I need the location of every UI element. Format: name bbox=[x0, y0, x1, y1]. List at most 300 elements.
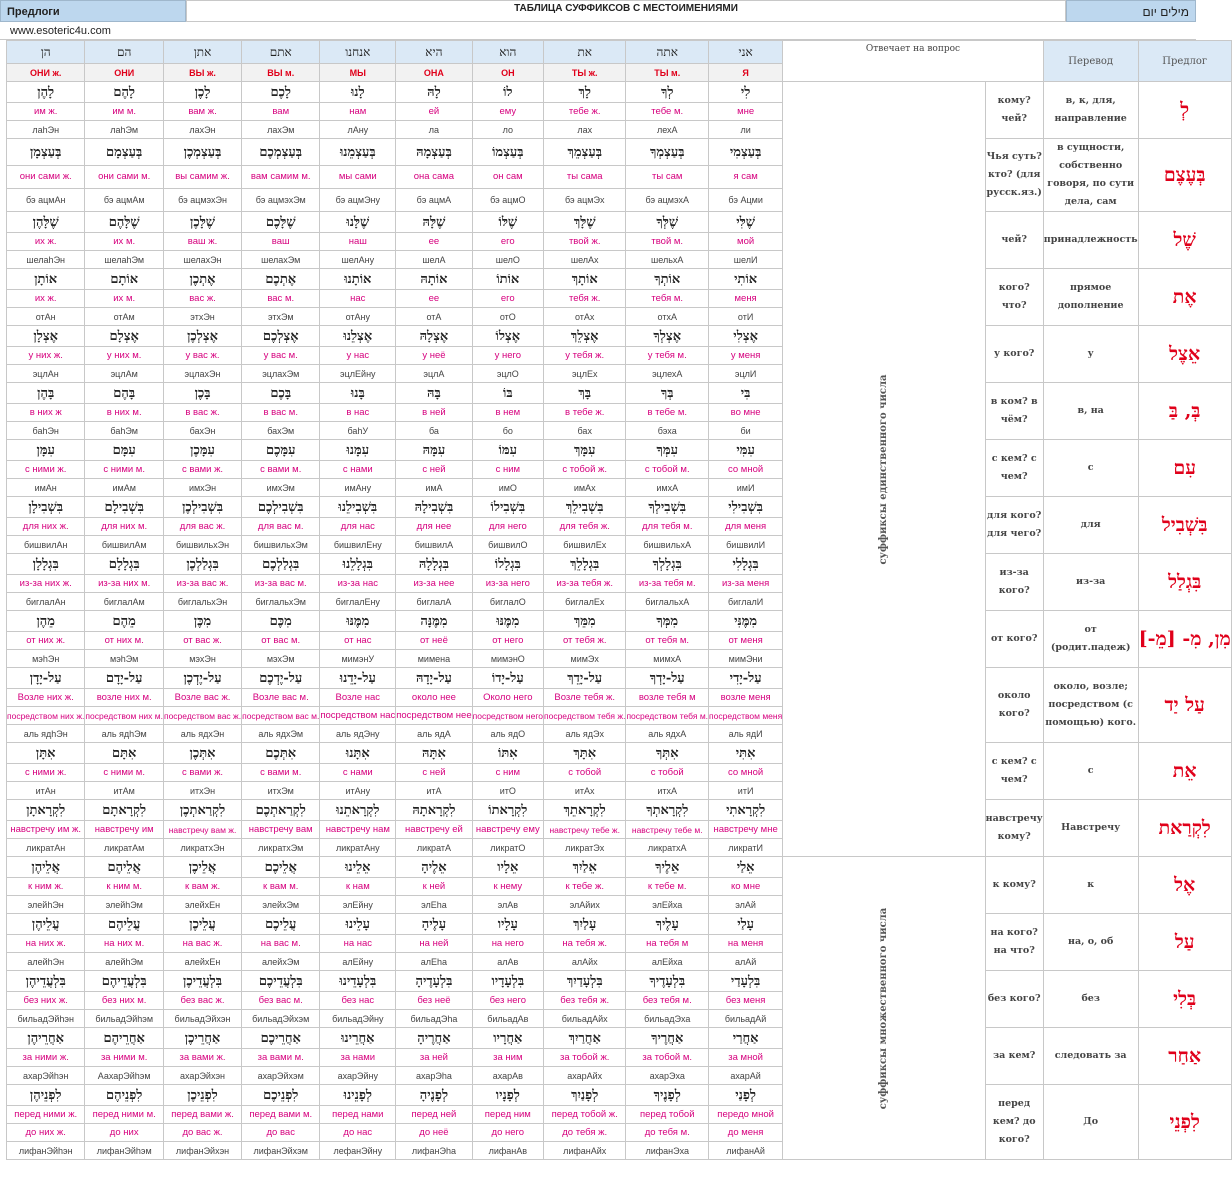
group-hebrew-row bbox=[7, 269, 1232, 290]
question-cell: чей? bbox=[985, 212, 1043, 269]
suffix-form: לְפָנָיו bbox=[472, 1085, 543, 1106]
suffix-translation: в тебе ж. bbox=[544, 404, 626, 422]
suffix-form: לְפָנֶיךָ bbox=[626, 1085, 709, 1106]
translation-cell: в сущности, собственно говоря, по сути дела, сам bbox=[1043, 139, 1138, 212]
suffix-phonetic: мимЭх bbox=[544, 650, 626, 668]
translation-cell: следовать за bbox=[1043, 1028, 1138, 1085]
suffix-phonetic: ла bbox=[396, 121, 472, 139]
suffix-phonetic: ло bbox=[472, 121, 543, 139]
suffix-phonetic: бильадЭйhэн bbox=[7, 1010, 85, 1028]
preposition-cell: לִפְנֵי bbox=[1138, 1085, 1231, 1160]
translation-cell: на, о, об bbox=[1043, 914, 1138, 971]
suffix-translation: с ними м. bbox=[85, 461, 164, 479]
suffix-form: לְפָנַי bbox=[709, 1085, 783, 1106]
suffix-phonetic: лифанАй bbox=[709, 1142, 783, 1160]
suffix-form: עִמָּהּ bbox=[396, 440, 472, 461]
suffix-phonetic: имАм bbox=[85, 479, 164, 497]
suffix-form: אִתִּי bbox=[709, 743, 783, 764]
suffix-translation: перед вами ж. bbox=[163, 1106, 241, 1124]
suffix-phonetic: элАв bbox=[472, 896, 543, 914]
suffix-translation-2: посредством них м. bbox=[85, 707, 164, 725]
suffix-translation: со мной bbox=[709, 461, 783, 479]
suffix-phonetic: биглалО bbox=[472, 593, 543, 611]
suffix-phonetic: итАну bbox=[320, 782, 396, 800]
suffix-phonetic: бэ ацмАм bbox=[85, 188, 164, 211]
translation-cell: в, на bbox=[1043, 383, 1138, 440]
preposition-cell: בִּשְׁבִיל bbox=[1138, 497, 1231, 554]
suffix-translation: к вам ж. bbox=[163, 878, 241, 896]
suffix-form: בִּשְׁבִילֵךְ bbox=[544, 497, 626, 518]
suffix-translation: перед ней bbox=[396, 1106, 472, 1124]
suffix-phonetic: бахЭн bbox=[163, 422, 241, 440]
suffix-translation-2: посредством вас м. bbox=[242, 707, 320, 725]
suffix-form: בְּעַצְמְכֶם bbox=[242, 139, 320, 166]
suffix-translation: у неё bbox=[396, 347, 472, 365]
suffix-translation: Возле них ж. bbox=[7, 689, 85, 707]
group-hebrew-row bbox=[7, 440, 1232, 461]
translation-cell: от (родит.падеж) bbox=[1043, 611, 1138, 668]
top-right-label: מילים יום bbox=[1066, 0, 1196, 22]
suffix-form: לִקְרָאתֵנוּ bbox=[320, 800, 396, 821]
suffix-phonetic: лефанЭйну bbox=[320, 1142, 396, 1160]
pronoun-russian: ТЫ м. bbox=[626, 64, 709, 82]
suffix-translation: с вами м. bbox=[242, 764, 320, 782]
suffix-phonetic: бильадЭйhэм bbox=[85, 1010, 164, 1028]
suffix-phonetic: аль ядхЭм bbox=[242, 725, 320, 743]
suffix-form: בָּךְ bbox=[544, 383, 626, 404]
suffix-translation: без него bbox=[472, 992, 543, 1010]
suffix-translation-2: до нас bbox=[320, 1124, 396, 1142]
pronoun-russian: ОН bbox=[472, 64, 543, 82]
suffix-phonetic: алАйх bbox=[544, 953, 626, 971]
suffix-translation: с вами ж. bbox=[163, 764, 241, 782]
suffix-phonetic: итАн bbox=[7, 782, 85, 800]
suffix-translation: ей bbox=[396, 103, 472, 121]
suffix-phonetic: бахЭм bbox=[242, 422, 320, 440]
translation-cell: у bbox=[1043, 326, 1138, 383]
suffix-form: עַל-יָדָן bbox=[7, 668, 85, 689]
suffix-translation: с ними м. bbox=[85, 764, 164, 782]
question-cell: из-за кого? bbox=[985, 554, 1043, 611]
suffix-phonetic: элАйих bbox=[544, 896, 626, 914]
suffix-phonetic: ликратАн bbox=[7, 839, 85, 857]
suffix-phonetic: ликратхЭн bbox=[163, 839, 241, 857]
suffix-phonetic: аль ядхА bbox=[626, 725, 709, 743]
question-cell: Чья суть? кто? (для русск.яз.) bbox=[985, 139, 1043, 212]
group-hebrew-row pl bbox=[7, 1085, 1232, 1106]
suffix-form: מִמֶּנּוּ bbox=[320, 611, 396, 632]
suffix-phonetic: ли bbox=[709, 121, 783, 139]
suffix-form: שֶׁלּוֹ bbox=[472, 212, 543, 233]
suffix-translation: в ней bbox=[396, 404, 472, 422]
suffix-translation: в вас м. bbox=[242, 404, 320, 422]
suffix-translation: у меня bbox=[709, 347, 783, 365]
suffix-form: אֶצְלְךָ bbox=[626, 326, 709, 347]
suffix-form: אִתָּם bbox=[85, 743, 164, 764]
suffix-translation: к тебе м. bbox=[626, 878, 709, 896]
preposition-cell: עַל יַד bbox=[1138, 668, 1231, 743]
preposition-cell: אֶל bbox=[1138, 857, 1231, 914]
suffix-phonetic: эцлАн bbox=[7, 365, 85, 383]
suffix-form: עֲלֵיהֶן bbox=[7, 914, 85, 935]
suffix-form: עֲלֵיכֶם bbox=[242, 914, 320, 935]
suffix-translation: для нее bbox=[396, 518, 472, 536]
suffix-form: לְפָנֶיהָ bbox=[396, 1085, 472, 1106]
suffix-translation: в нем bbox=[472, 404, 543, 422]
suffix-translation: для него bbox=[472, 518, 543, 536]
suffix-form: אַחֲרֵיהֶם bbox=[85, 1028, 164, 1049]
suffix-translation: без них м. bbox=[85, 992, 164, 1010]
suffix-form: אִתְּךָ bbox=[626, 743, 709, 764]
suffix-phonetic: ахарЭйхэн bbox=[163, 1067, 241, 1085]
suffix-form: אַחֲרֵיכֶן bbox=[163, 1028, 241, 1049]
group-hebrew-row bbox=[7, 611, 1232, 632]
suffix-form: אֲלֵיכֶן bbox=[163, 857, 241, 878]
suffix-phonetic: шелаhЭн bbox=[7, 251, 85, 269]
suffix-form: אֶצְלָם bbox=[85, 326, 164, 347]
suffix-translation: у них ж. bbox=[7, 347, 85, 365]
suffix-phonetic: мэхЭм bbox=[242, 650, 320, 668]
suffix-phonetic: бэ ацмАн bbox=[7, 188, 85, 211]
suffix-translation: от них ж. bbox=[7, 632, 85, 650]
question-cell: к кому? bbox=[985, 857, 1043, 914]
suffix-translation: из-за нас bbox=[320, 575, 396, 593]
suffix-form: עֲלֵיכֶן bbox=[163, 914, 241, 935]
suffix-form: בִּלְעָדַי bbox=[709, 971, 783, 992]
suffix-phonetic: элейхЕн bbox=[163, 896, 241, 914]
suffix-phonetic: лифанАйх bbox=[544, 1142, 626, 1160]
suffix-form: לְךָ bbox=[626, 82, 709, 103]
suffix-form: אוֹתָהּ bbox=[396, 269, 472, 290]
suffix-form: לָךְ bbox=[544, 82, 626, 103]
suffix-translation: перед вами м. bbox=[242, 1106, 320, 1124]
suffix-form: אֶתְכֶם bbox=[242, 269, 320, 290]
translation-cell: в, к, для, направление bbox=[1043, 82, 1138, 139]
suffix-translation: у них м. bbox=[85, 347, 164, 365]
suffix-translation: из-за нее bbox=[396, 575, 472, 593]
suffix-translation: у тебя м. bbox=[626, 347, 709, 365]
suffix-phonetic: отАну bbox=[320, 308, 396, 326]
suffix-translation: они сами ж. bbox=[7, 165, 85, 188]
pronoun-hebrew: היא bbox=[396, 41, 472, 64]
suffix-translation: за вами м. bbox=[242, 1049, 320, 1067]
translation-cell: к bbox=[1043, 857, 1138, 914]
suffix-phonetic: лахЭм bbox=[242, 121, 320, 139]
suffix-phonetic: шелА bbox=[396, 251, 472, 269]
suffix-phonetic: эцлехА bbox=[626, 365, 709, 383]
suffix-form: אֵלֶיהָ bbox=[396, 857, 472, 878]
suffix-phonetic: отАн bbox=[7, 308, 85, 326]
suffix-translation: ты сама bbox=[544, 165, 626, 188]
suffix-phonetic: бэха bbox=[626, 422, 709, 440]
suffix-translation: с ней bbox=[396, 461, 472, 479]
suffix-form: אוֹתָךְ bbox=[544, 269, 626, 290]
top-left-label: Предлоги bbox=[0, 0, 186, 22]
suffix-translation-2: до тебя м. bbox=[626, 1124, 709, 1142]
preposition-header: Предлог bbox=[1138, 41, 1231, 82]
suffix-phonetic: бишвилЕх bbox=[544, 536, 626, 554]
suffix-form: עָלַיִךְ bbox=[544, 914, 626, 935]
suffix-phonetic: баhЭм bbox=[85, 422, 164, 440]
group-hebrew-row bbox=[7, 383, 1232, 404]
suffix-translation: перед нами bbox=[320, 1106, 396, 1124]
suffix-phonetic: бишвильхА bbox=[626, 536, 709, 554]
suffix-phonetic: алАв bbox=[472, 953, 543, 971]
suffix-translation: из-за тебя ж. bbox=[544, 575, 626, 593]
suffix-translation: для тебя ж. bbox=[544, 518, 626, 536]
suffix-translation: их ж. bbox=[7, 290, 85, 308]
suffix-phonetic: ба bbox=[396, 422, 472, 440]
suffix-form: לִפְנֵיהֶם bbox=[85, 1085, 164, 1106]
suffix-translation: на них м. bbox=[85, 935, 164, 953]
suffix-translation: за тобой ж. bbox=[544, 1049, 626, 1067]
suffix-translation: их м. bbox=[85, 233, 164, 251]
suffix-translation: мой bbox=[709, 233, 783, 251]
suffix-translation: к нам bbox=[320, 878, 396, 896]
suffix-form: עִמָּכֶן bbox=[163, 440, 241, 461]
suffix-form: בְּעַצְמָן bbox=[7, 139, 85, 166]
suffix-translation-2: посредством них ж. bbox=[7, 707, 85, 725]
group-hebrew-row bbox=[7, 743, 1232, 764]
suffix-form: אֵלַיִךְ bbox=[544, 857, 626, 878]
suffix-translation-2: до них ж. bbox=[7, 1124, 85, 1142]
suffix-form: לִקְרָאתָן bbox=[7, 800, 85, 821]
suffix-form: לָהֶן bbox=[7, 82, 85, 103]
suffix-translation: на ней bbox=[396, 935, 472, 953]
suffix-translation: ваш ж. bbox=[163, 233, 241, 251]
pronoun-russian: Я bbox=[709, 64, 783, 82]
suffix-translation: из-за них ж. bbox=[7, 575, 85, 593]
suffix-translation: в тебе м. bbox=[626, 404, 709, 422]
suffix-form: בְּךָ bbox=[626, 383, 709, 404]
suffix-form: בִּגְלָלוֹ bbox=[472, 554, 543, 575]
suffix-translation: навстречу вам ж. bbox=[163, 821, 241, 839]
suffix-translation: перед ними ж. bbox=[7, 1106, 85, 1124]
suffix-form: לָכֶן bbox=[163, 82, 241, 103]
suffix-translation-2: до вас ж. bbox=[163, 1124, 241, 1142]
group-hebrew-row bbox=[7, 497, 1232, 518]
suffix-phonetic: биглалЕну bbox=[320, 593, 396, 611]
suffix-translation: его bbox=[472, 290, 543, 308]
suffix-translation: от нас bbox=[320, 632, 396, 650]
suffix-phonetic: имАн bbox=[7, 479, 85, 497]
suffix-translation: перед ним bbox=[472, 1106, 543, 1124]
suffix-phonetic: бишвилАм bbox=[85, 536, 164, 554]
suffix-translation: навстречу мне bbox=[709, 821, 783, 839]
group-hebrew-row bbox=[7, 82, 1232, 103]
suffix-form: בִּגְלַלְכֶן bbox=[163, 554, 241, 575]
question-cell: с кем? с чем? bbox=[985, 743, 1043, 800]
suffix-phonetic: бильадАйх bbox=[544, 1010, 626, 1028]
suffix-translation: перед ними м. bbox=[85, 1106, 164, 1124]
suffix-phonetic: алАй bbox=[709, 953, 783, 971]
suffix-translation: от тебя м. bbox=[626, 632, 709, 650]
question-cell: перед кем? до кого? bbox=[985, 1085, 1043, 1160]
suffix-form: עִמָּם bbox=[85, 440, 164, 461]
suffix-phonetic: бильадЭйхэн bbox=[163, 1010, 241, 1028]
suffix-phonetic: лифанЭйhэм bbox=[85, 1142, 164, 1160]
suffix-translation: с нами bbox=[320, 764, 396, 782]
pronoun-russian: ВЫ ж. bbox=[163, 64, 241, 82]
preposition-cell: עַל bbox=[1138, 914, 1231, 971]
suffix-form: אַחֲרֶיךָ bbox=[626, 1028, 709, 1049]
suffix-form: עַל-יָדָם bbox=[85, 668, 164, 689]
pronoun-hebrew: אתן bbox=[163, 41, 241, 64]
suffix-phonetic: ликратхЭм bbox=[242, 839, 320, 857]
translation-cell: без bbox=[1043, 971, 1138, 1028]
suffix-form: לוֹ bbox=[472, 82, 543, 103]
suffix-phonetic: бишвилЕну bbox=[320, 536, 396, 554]
suffix-translation: навстречу тебе ж. bbox=[544, 821, 626, 839]
suffix-form: אִתָּן bbox=[7, 743, 85, 764]
suffix-translation: с тобой bbox=[626, 764, 709, 782]
suffix-form: שֶׁלָּהּ bbox=[396, 212, 472, 233]
suffix-form: אֵלֶיךָ bbox=[626, 857, 709, 878]
suffix-translation: тебе м. bbox=[626, 103, 709, 121]
suffix-translation: вас ж. bbox=[163, 290, 241, 308]
suffix-phonetic: эцлЕх bbox=[544, 365, 626, 383]
suffix-phonetic: элЕhа bbox=[396, 896, 472, 914]
suffix-phonetic: биглалИ bbox=[709, 593, 783, 611]
suffix-form: בְּעַצְמָם bbox=[85, 139, 164, 166]
suffix-phonetic: мэhЭм bbox=[85, 650, 164, 668]
suffix-phonetic: мимхА bbox=[626, 650, 709, 668]
suffix-form: בִּגְלָלָם bbox=[85, 554, 164, 575]
suffix-phonetic: биглалАн bbox=[7, 593, 85, 611]
suffix-form: עַל-יָדֵךְ bbox=[544, 668, 626, 689]
suffix-form: בִּשְׁבִילוֹ bbox=[472, 497, 543, 518]
pronoun-russian: ОНИ bbox=[85, 64, 164, 82]
suffix-phonetic: отхА bbox=[626, 308, 709, 326]
suffix-phonetic: шельхА bbox=[626, 251, 709, 269]
suffix-form: שֶׁלָּהֶם bbox=[85, 212, 164, 233]
preposition-cell: אֵצֶל bbox=[1138, 326, 1231, 383]
suffix-phonetic: бильадАв bbox=[472, 1010, 543, 1028]
suffix-phonetic: баhЭн bbox=[7, 422, 85, 440]
suffix-phonetic: бэ ацмО bbox=[472, 188, 543, 211]
suffix-phonetic: имхА bbox=[626, 479, 709, 497]
suffix-form: בְּעַצְמֵנוּ bbox=[320, 139, 396, 166]
suffix-translation: вам bbox=[242, 103, 320, 121]
suffix-phonetic: мэhЭн bbox=[7, 650, 85, 668]
suffix-form: עָלַי bbox=[709, 914, 783, 935]
suffix-form: עִמּוֹ bbox=[472, 440, 543, 461]
suffix-phonetic: лифанЭйhэн bbox=[7, 1142, 85, 1160]
pronoun-russian: ВЫ м. bbox=[242, 64, 320, 82]
suffix-phonetic: отАх bbox=[544, 308, 626, 326]
suffix-translation: за тобой м. bbox=[626, 1049, 709, 1067]
top-bar bbox=[0, 0, 1196, 22]
suffix-form: בִּשְׁבִילָן bbox=[7, 497, 85, 518]
suffix-phonetic: аль ядЭну bbox=[320, 725, 396, 743]
preposition-cell: עִם bbox=[1138, 440, 1231, 497]
suffix-phonetic: мэхЭн bbox=[163, 650, 241, 668]
suffix-phonetic: имИ bbox=[709, 479, 783, 497]
suffix-phonetic: эцлА bbox=[396, 365, 472, 383]
suffix-form: אִתָּהּ bbox=[396, 743, 472, 764]
suffix-translation: тебя ж. bbox=[544, 290, 626, 308]
pronoun-hebrew: אתה bbox=[626, 41, 709, 64]
suffix-translation: у тебя ж. bbox=[544, 347, 626, 365]
suffix-form: אוֹתָנוּ bbox=[320, 269, 396, 290]
group-hebrew-row pl bbox=[7, 971, 1232, 992]
suffix-translation: Возле тебя ж. bbox=[544, 689, 626, 707]
suffix-form: לְפָנֵינוּ bbox=[320, 1085, 396, 1106]
suffix-form: עִמָּנוּ bbox=[320, 440, 396, 461]
suffix-translation: меня bbox=[709, 290, 783, 308]
suffix-translation: за мной bbox=[709, 1049, 783, 1067]
question-cell: за кем? bbox=[985, 1028, 1043, 1085]
suffix-phonetic: ликратО bbox=[472, 839, 543, 857]
suffix-translation: к ним ж. bbox=[7, 878, 85, 896]
suffix-translation: перед тобой ж. bbox=[544, 1106, 626, 1124]
suffix-translation: с тобой bbox=[544, 764, 626, 782]
suffix-form: בָּכֶם bbox=[242, 383, 320, 404]
suffix-translation: у него bbox=[472, 347, 543, 365]
suffix-phonetic: эцлахЭн bbox=[163, 365, 241, 383]
question-cell: на кого? на что? bbox=[985, 914, 1043, 971]
pronoun-hebrew: אתם bbox=[242, 41, 320, 64]
suffix-phonetic: лифанЭйхэм bbox=[242, 1142, 320, 1160]
suffix-form: בָּהּ bbox=[396, 383, 472, 404]
suffix-form: אוֹתוֹ bbox=[472, 269, 543, 290]
suffix-form: לָכֶם bbox=[242, 82, 320, 103]
question-cell: от кого? bbox=[985, 611, 1043, 668]
suffix-form: עַל-יֶדְכֶם bbox=[242, 668, 320, 689]
suffix-form: אַחֲרֶיהָ bbox=[396, 1028, 472, 1049]
suffix-form: מֵהֶן bbox=[7, 611, 85, 632]
suffix-form: בָּכֶן bbox=[163, 383, 241, 404]
suffix-form: אַחֲרֵיכֶם bbox=[242, 1028, 320, 1049]
suffix-translation: ее bbox=[396, 290, 472, 308]
suffix-phonetic: элейхЭм bbox=[242, 896, 320, 914]
suffix-form: בְּעַצְמִי bbox=[709, 139, 783, 166]
suffix-translation: у нас bbox=[320, 347, 396, 365]
suffix-phonetic: имО bbox=[472, 479, 543, 497]
suffix-translation: за ним bbox=[472, 1049, 543, 1067]
suffix-phonetic: бах bbox=[544, 422, 626, 440]
suffix-form: לִפְנֵיכֶן bbox=[163, 1085, 241, 1106]
suffix-phonetic: алейhЭн bbox=[7, 953, 85, 971]
header-hebrew-row bbox=[7, 41, 1232, 64]
suffix-form: אֶתְכֶן bbox=[163, 269, 241, 290]
suffix-form: עִמָּן bbox=[7, 440, 85, 461]
suffix-phonetic: алейхЕн bbox=[163, 953, 241, 971]
suffix-translation: с ними ж. bbox=[7, 461, 85, 479]
suffix-phonetic: элЕйха bbox=[626, 896, 709, 914]
suffix-translation: в них м. bbox=[85, 404, 164, 422]
suffix-translation: с тобой м. bbox=[626, 461, 709, 479]
preposition-cell: אֵת bbox=[1138, 743, 1231, 800]
site-url[interactable]: www.esoteric4u.com bbox=[0, 22, 1196, 40]
suffix-form: אֶצְלָהּ bbox=[396, 326, 472, 347]
suffix-form: אִתָּנוּ bbox=[320, 743, 396, 764]
suffix-translation: навстречу нам bbox=[320, 821, 396, 839]
translation-cell: около, возле; посредством (с помощью) кого. bbox=[1043, 668, 1138, 743]
suffix-translation: наш bbox=[320, 233, 396, 251]
suffix-phonetic: ахарЭйну bbox=[320, 1067, 396, 1085]
suffix-phonetic: бильадЭха bbox=[626, 1010, 709, 1028]
preposition-cell: מִן, מִ- [מֵ-] bbox=[1138, 611, 1231, 668]
suffix-phonetic: имАну bbox=[320, 479, 396, 497]
suffix-form: לִקְרָאתִי bbox=[709, 800, 783, 821]
suffix-translation: для них м. bbox=[85, 518, 164, 536]
suffix-form: לָנוּ bbox=[320, 82, 396, 103]
suffix-form: מִכֶּם bbox=[242, 611, 320, 632]
suffix-form: בִּגְלָלְךָ bbox=[626, 554, 709, 575]
suffix-translation-2: посредством нее bbox=[396, 707, 472, 725]
suffix-translation: Возле вас ж. bbox=[163, 689, 241, 707]
